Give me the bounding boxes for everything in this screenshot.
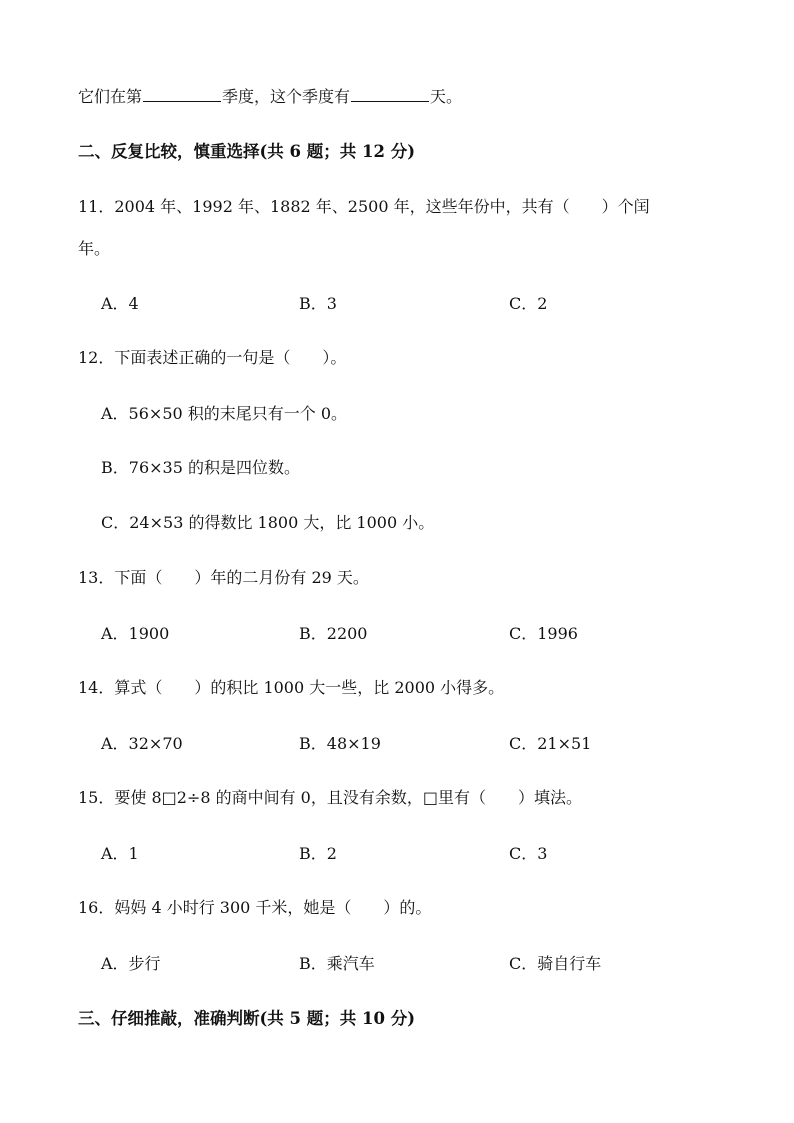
question-16-option-c[interactable]: C．骑自行车 <box>509 954 602 973</box>
question-16-option-a[interactable]: A．步行 <box>101 954 161 973</box>
question-16-option-b[interactable]: B．乘汽车 <box>299 954 375 973</box>
answer-blank-days[interactable] <box>351 84 429 102</box>
question-12-stem: 12．下面表述正确的一句是（ ）。 <box>78 348 347 367</box>
question-11-stem: 11．2004 年、1992 年、1882 年、2500 年，这些年份中，共有（ ）个闰 <box>78 197 650 216</box>
question-11-option-c[interactable]: C．2 <box>509 294 548 313</box>
question-13-stem: 13．下面（ ）年的二月份有 29 天。 <box>78 568 369 587</box>
question-11-option-a[interactable]: A．4 <box>101 294 139 313</box>
question-15-option-b[interactable]: B．2 <box>299 844 337 863</box>
question-14-stem: 14．算式（ ）的积比 1000 大一些，比 2000 小得多。 <box>78 678 505 697</box>
question-14-option-a[interactable]: A．32×70 <box>101 734 183 753</box>
question-14-option-c[interactable]: C．21×51 <box>509 734 592 753</box>
question-15-option-c[interactable]: C．3 <box>509 844 548 863</box>
question-12-option-b[interactable]: B．76×35 的积是四位数。 <box>101 458 300 477</box>
question-12-option-c[interactable]: C．24×53 的得数比 1800 大，比 1000 小。 <box>101 513 435 532</box>
section-3-heading: 三、仔细推敲，准确判断(共 5 题；共 10 分) <box>78 1009 416 1028</box>
intro-text-3: 天。 <box>430 87 463 106</box>
question-14-option-b[interactable]: B．48×19 <box>299 734 381 753</box>
section-2-heading: 二、反复比较，慎重选择(共 6 题；共 12 分) <box>78 142 416 161</box>
intro-line <box>78 84 462 109</box>
question-11-stem-continued: 年。 <box>78 239 111 258</box>
question-12-option-a[interactable]: A．56×50 积的末尾只有一个 0。 <box>101 404 348 423</box>
question-13-option-a[interactable]: A．1900 <box>101 624 170 643</box>
answer-blank-season[interactable] <box>143 84 221 102</box>
question-15-stem: 15．要使 8□2÷8 的商中间有 0，且没有余数，□里有（ ）填法。 <box>78 788 582 807</box>
question-13-option-c[interactable]: C．1996 <box>509 624 578 643</box>
intro-text-1: 它们在第 <box>78 87 143 106</box>
question-15-option-a[interactable]: A．1 <box>101 844 139 863</box>
question-11-option-b[interactable]: B．3 <box>299 294 337 313</box>
intro-text-2: 季度，这个季度有 <box>222 87 351 106</box>
question-16-stem: 16．妈妈 4 小时行 300 千米，她是（ ）的。 <box>78 898 432 917</box>
question-13-option-b[interactable]: B．2200 <box>299 624 368 643</box>
